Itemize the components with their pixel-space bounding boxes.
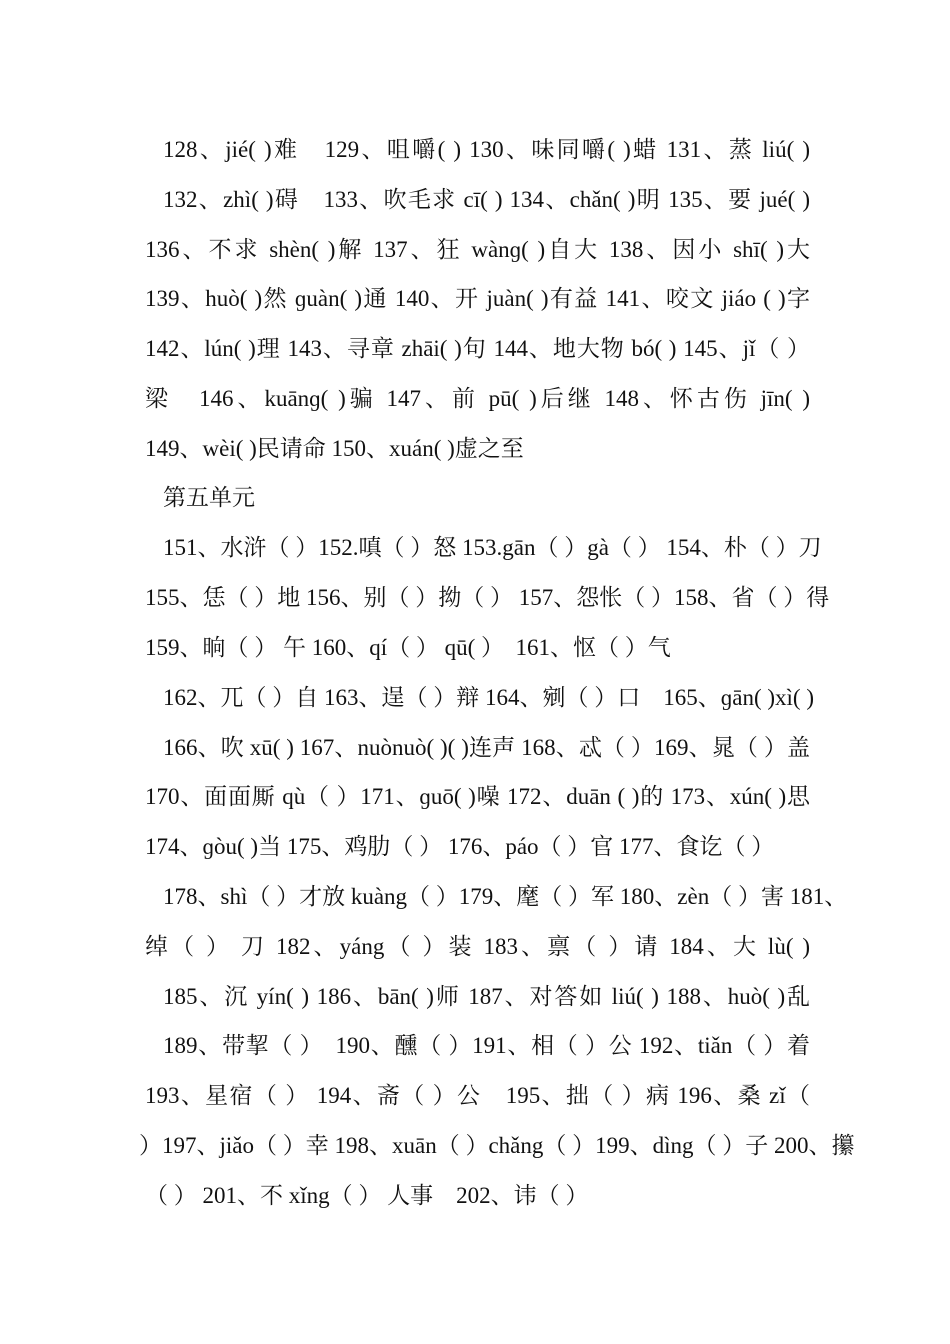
text-line-4: 139、huò( )然 ɡuàn( )通 140、开 juàn( )有益 141、咬文 jiáo ( )字 xyxy=(145,286,810,311)
text-line-11: 159、晌（ ） 午 160、qí（ ） qū( ） 161、怄（ ）气 xyxy=(145,635,671,660)
text-line-9: 151、水浒（ ）152.嗔（ ）怒 153.gān（ ）gà（ ） 154、朴（ ）刀 xyxy=(163,535,822,560)
text-line-3: 136、不求 shèn( )解 137、狂 wànɡ( )自大 138、因小 shī( )大 xyxy=(145,237,810,262)
text-line-15: 174、ɡòu( )当 175、鸡肋（ ） 176、páo（ ）官 177、食讫（ ） xyxy=(145,834,775,859)
text-line-2: 132、zhì( )碍 133、吹毛求 cī( ) 134、chǎn( )明 135、要 jué( ) xyxy=(163,187,810,212)
text-line-14: 170、面面厮 qù（ ）171、ɡuō( )噪 172、duān ( )的 173、xún( )思 xyxy=(145,784,810,809)
text-line-22: （ ） 201、不 xǐng（ ） 人事 202、讳（ ） xyxy=(145,1183,589,1208)
text-line-1: 128、jié( )难 129、咀嚼( ) 130、味同嚼( )蜡 131、蒸 liú( ) xyxy=(163,137,810,162)
text-line-19: 189、带挈（ ） 190、醺（ ）191、相（ ）公 192、tiǎn（ ）着 xyxy=(163,1033,810,1058)
text-line-18: 185、沉 yín( ) 186、bān( )师 187、对答如 liú( ) 188、huò( )乱 xyxy=(163,984,810,1009)
text-line-20: 193、星宿（ ） 194、斋（ ）公 195、拙（ ）病 196、桑 zǐ（ xyxy=(145,1083,810,1108)
text-line-5: 142、lún( )理 143、寻章 zhāi( )句 144、地大物 bó( ) 145、jǐ（ ） xyxy=(145,336,810,361)
section-heading: 第五单元 xyxy=(163,485,255,510)
text-line-17: 绰（ ） 刀 182、yáng（ ）装 183、禀（ ）请 184、大 lù( ) xyxy=(145,934,810,959)
text-line-12: 162、兀（ ）自 163、逞（ ）辩 164、剜（ ）口 165、ɡān( )xì( ) xyxy=(163,685,814,710)
text-line-7: 149、wèi( )民请命 150、xuán( )虚之至 xyxy=(145,436,524,461)
text-line-13: 166、吹 xū( ) 167、nuònuò( )( )连声 168、忒（ ）169、晁（ ）盖 xyxy=(163,735,810,760)
text-line-10: 155、恁（ ）地 156、别（ ）拗（ ） 157、怨怅（ ）158、省（ ）得 xyxy=(145,585,830,610)
text-line-21: ）197、jiǎo（ ）幸 198、xuān（ ）chǎng（ ）199、dìng（ ）子 200、攥 xyxy=(139,1133,855,1158)
text-line-6: 梁 146、kuānɡ( )骗 147、前 pū( )后继 148、怀古伤 jīn( ) xyxy=(145,386,810,411)
text-line-16: 178、shì（ ）才放 kuàng（ ）179、麾（ ）军 180、zèn（ ）害 181、 xyxy=(163,884,848,909)
